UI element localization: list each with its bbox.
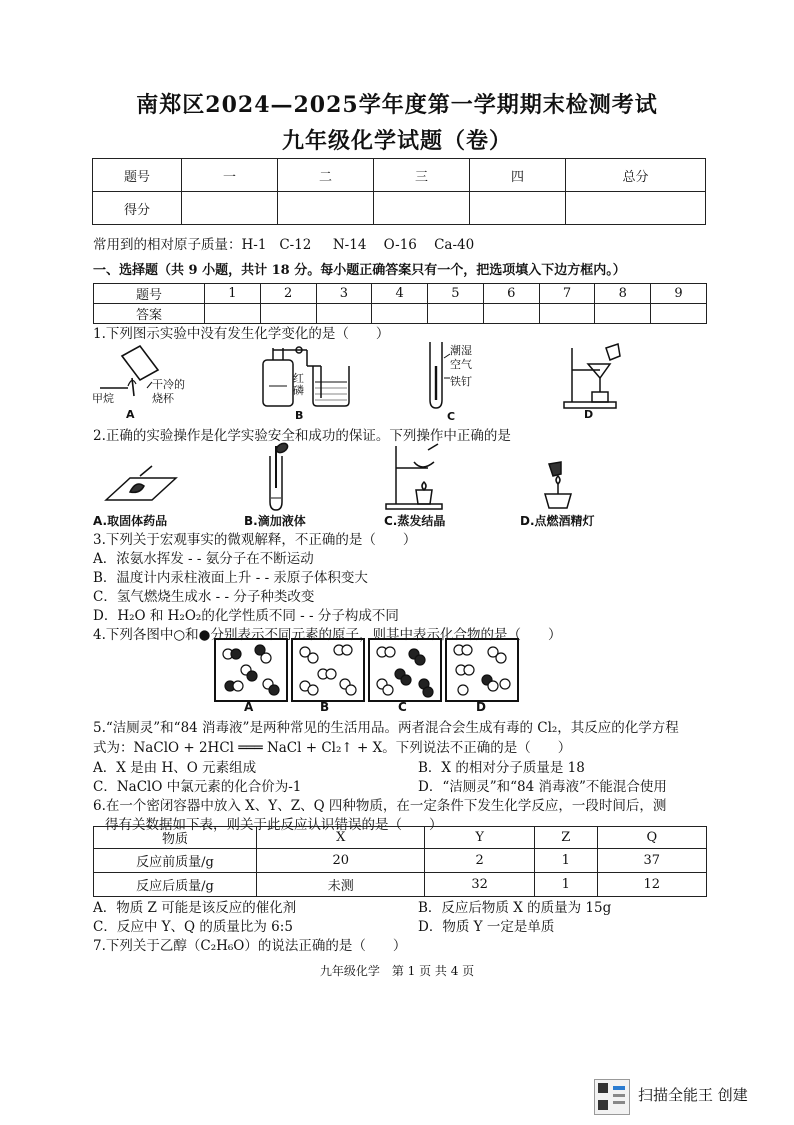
q1-a-label-cold: 干冷的 <box>152 378 185 391</box>
q5-option-d: D．“洁厕灵”和“84 消毒液”不能混合使用 <box>418 779 667 795</box>
q6-table-cell: 12 <box>597 873 706 897</box>
q6-table-cell: 20 <box>257 849 425 873</box>
q4-letter-b: B <box>320 700 330 714</box>
scanner-watermark-text: 扫描全能王 创建 <box>638 1086 748 1104</box>
q4-box-b <box>291 638 365 702</box>
answer-cell[interactable] <box>539 304 595 324</box>
q2-stem: 2.正确的实验操作是化学实验安全和成功的保证。下列操作中正确的是 <box>93 428 511 444</box>
atomic-mass-item: O-16 <box>383 237 417 253</box>
q6-table-cell: 1 <box>534 873 597 897</box>
q1-figure-c <box>420 338 500 424</box>
q6-table-cell: 32 <box>425 873 534 897</box>
answer-number: 9 <box>651 284 707 304</box>
q2-caption-a: A.取固体药品 <box>93 514 168 528</box>
q1-a-label-methane: 甲烷 <box>92 392 114 405</box>
q1-d-letter: D <box>584 408 594 421</box>
answer-number: 3 <box>316 284 372 304</box>
q6-option-a: A．物质 Z 可能是该反应的催化剂 <box>93 900 297 916</box>
q6-table-header: 物质 <box>94 827 257 849</box>
q2-figure-b <box>262 442 302 512</box>
q3-option-a: A．浓氨水挥发 - - 氨分子在不断运动 <box>93 551 314 567</box>
q6-line2: 得有关数据如下表，则关于此反应认识错误的是（ ） <box>105 817 443 833</box>
score-row-label: 得分 <box>93 192 182 225</box>
q6-table-header: Y <box>425 827 534 849</box>
q1-a-label-beaker: 烧杯 <box>152 392 174 405</box>
q2-caption-b: B.滴加液体 <box>244 514 306 528</box>
q6-option-b: B．反应后物质 X 的质量为 15g <box>418 900 612 916</box>
q6-table-cell: 1 <box>534 849 597 873</box>
answer-cell[interactable] <box>483 304 539 324</box>
score-header-cell: 题号 <box>93 159 182 192</box>
answer-cell[interactable] <box>205 304 261 324</box>
q1-figure-b <box>255 336 355 424</box>
q1-stem: 1.下列图示实验中没有发生化学变化的是（ ） <box>93 326 390 342</box>
answer-number: 2 <box>260 284 316 304</box>
answer-number: 8 <box>595 284 651 304</box>
answer-cell[interactable] <box>316 304 372 324</box>
atomic-mass-item: C-12 <box>279 237 312 253</box>
page-title: 南郑区2024—2025学年度第一学期期末检测考试 <box>136 92 658 118</box>
q2-caption-c: C.蒸发结晶 <box>384 514 446 528</box>
answer-number: 7 <box>539 284 595 304</box>
q1-figure-a <box>92 338 192 423</box>
q4-letter-d: D <box>476 700 486 714</box>
q7-stem: 7.下列关于乙醇（C₂H₆O）的说法正确的是（ ） <box>93 938 407 954</box>
scanner-logo-icon <box>594 1079 630 1115</box>
score-table <box>92 158 706 225</box>
answer-number: 6 <box>483 284 539 304</box>
q6-table-cell: 37 <box>597 849 706 873</box>
q3-stem: 3.下列关于宏观事实的微观解释，不正确的是（ ） <box>93 532 417 548</box>
q6-table-cell: 反应后质量/g <box>94 873 257 897</box>
q4-box-c <box>368 638 442 702</box>
q1-c-label-humid: 潮湿 <box>450 344 472 357</box>
q5-option-c: C．NaClO 中氯元素的化合价为-1 <box>93 779 302 795</box>
answer-cell[interactable] <box>651 304 707 324</box>
q1-b-letter: B <box>295 409 304 422</box>
score-header-cell: 一 <box>182 159 278 192</box>
atomic-mass-item: N-14 <box>332 237 367 253</box>
q6-line1: 6.在一个密闭容器中放入 X、Y、Z、Q 四种物质，在一定条件下发生化学反应，一段时间后，测 <box>93 798 667 814</box>
q6-table-cell: 未测 <box>257 873 425 897</box>
q5-line1: 5.“洁厕灵”和“84 消毒液”是两种常见的生活用品。两者混合会生成有毒的 Cl₂，其反应的化学方程 <box>93 720 679 736</box>
q1-b-label-red: 红 <box>293 372 304 385</box>
q5-line2: 式为：NaClO + 2HCl ═══ NaCl + Cl₂↑ + X。下列说法不正确的是（ ） <box>93 740 572 756</box>
score-header-cell: 四 <box>470 159 566 192</box>
answer-number: 5 <box>428 284 484 304</box>
q6-option-c: C．反应中 Y、Q 的质量比为 6:5 <box>93 919 293 935</box>
score-cell[interactable] <box>374 192 470 225</box>
q1-c-letter: C <box>447 410 456 423</box>
q4-letter-a: A <box>244 700 254 714</box>
atomic-mass-label: 常用到的相对原子质量： <box>93 237 242 253</box>
q5-option-b: B．X 的相对分子质量是 18 <box>418 760 585 776</box>
q2-caption-d: D.点燃酒精灯 <box>520 514 595 528</box>
q6-data-table <box>93 826 707 897</box>
answer-cell[interactable] <box>260 304 316 324</box>
q1-c-label-nail: 铁钉 <box>450 375 472 388</box>
q2-figure-d <box>535 460 585 512</box>
section1-title: 一、选择题（共 9 小题，共计 18 分。每小题正确答案只有一个，把选项填入下边方框内。） <box>93 263 626 278</box>
page-footer: 九年级化学 第 1 页 共 4 页 <box>319 964 475 978</box>
score-header-cell: 三 <box>374 159 470 192</box>
q1-figure-d <box>560 340 630 424</box>
atomic-mass-item: Ca-40 <box>434 237 475 253</box>
q1-c-label-air: 空气 <box>450 358 472 371</box>
q6-option-d: D．物质 Y 一定是单质 <box>418 919 555 935</box>
answer-cell[interactable] <box>595 304 651 324</box>
q3-option-b: B．温度计内汞柱液面上升 - - 汞原子体积变大 <box>93 570 368 586</box>
score-cell[interactable] <box>470 192 566 225</box>
answer-cell[interactable] <box>372 304 428 324</box>
atomic-mass-item: H-1 <box>241 237 267 253</box>
answer-number: 4 <box>372 284 428 304</box>
atomic-mass-line <box>93 233 474 253</box>
q2-figure-a <box>100 462 180 508</box>
q4-box-a <box>214 638 288 702</box>
score-header-cell: 二 <box>278 159 374 192</box>
score-header-cell: 总分 <box>566 159 706 192</box>
q1-b-label-phosphorus: 磷 <box>293 384 304 397</box>
q3-option-d: D．H₂O 和 H₂O₂的化学性质不同 - - 分子构成不同 <box>93 608 399 624</box>
q6-table-header: X <box>257 827 425 849</box>
q6-table-cell: 反应前质量/g <box>94 849 257 873</box>
q6-table-header: Q <box>597 827 706 849</box>
score-cell[interactable] <box>182 192 278 225</box>
q2-figure-c <box>382 442 452 512</box>
score-cell[interactable] <box>278 192 374 225</box>
q6-table-header: Z <box>534 827 597 849</box>
score-cell[interactable] <box>566 192 706 225</box>
answer-cell[interactable] <box>428 304 484 324</box>
q4-letter-c: C <box>398 700 407 714</box>
answer-row-label: 题号 <box>94 284 205 304</box>
q1-a-letter: A <box>126 408 135 421</box>
q4-box-d <box>445 638 519 702</box>
q3-option-c: C．氢气燃烧生成水 - - 分子种类改变 <box>93 589 315 605</box>
q4-stem: 4.下列各图中○和●分别表示不同元素的原子，则其中表示化合物的是（ ） <box>93 627 562 643</box>
q6-table-cell: 2 <box>425 849 534 873</box>
answer-row-label: 答案 <box>94 304 205 324</box>
q5-option-a: A．X 是由 H、O 元素组成 <box>93 760 257 776</box>
answer-table <box>93 283 707 324</box>
page-subtitle: 九年级化学试题（卷） <box>281 128 512 154</box>
answer-number: 1 <box>205 284 261 304</box>
